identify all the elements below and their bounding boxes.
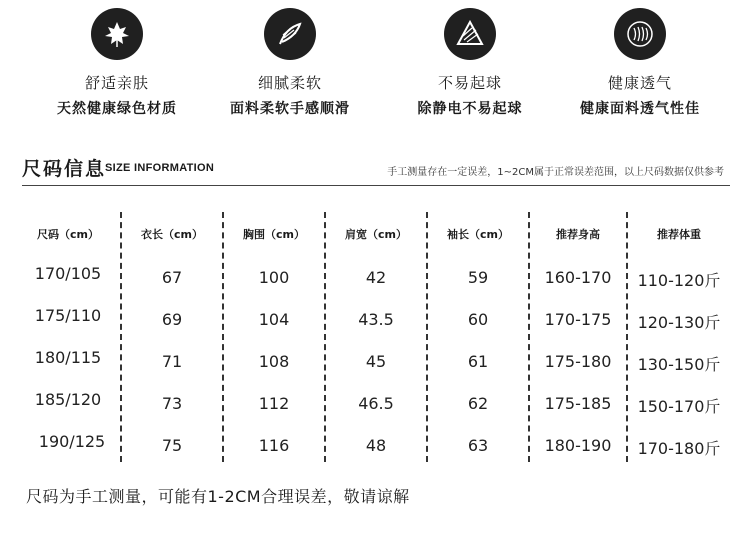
leaf-icon xyxy=(91,8,143,60)
cell-sleeve: 63 xyxy=(467,436,489,455)
feature-comfort xyxy=(27,8,207,118)
header-chest: 胸围（cm） xyxy=(243,228,305,241)
cell-weight: 150-170斤 xyxy=(637,397,721,416)
column-divider xyxy=(426,212,428,462)
cell-length: 73 xyxy=(161,394,183,413)
header-size: 尺码（cm） xyxy=(37,228,99,241)
size-table xyxy=(18,212,730,462)
column-divider xyxy=(222,212,224,462)
feather-icon xyxy=(264,8,316,60)
feature-anti-pilling xyxy=(380,8,560,118)
feature-title: 舒适亲肤 xyxy=(84,74,149,92)
cell-shoulder: 46.5 xyxy=(358,394,394,413)
feature-subtitle: 除静电不易起球 xyxy=(417,101,523,117)
cell-sleeve: 62 xyxy=(467,394,489,413)
feature-breathable xyxy=(550,8,730,118)
section-note: 手工测量存在一定误差，1~2CM属于正常误差范围，以上尺码数据仅供参考 xyxy=(387,167,724,178)
feature-subtitle: 健康面料透气性佳 xyxy=(580,101,700,117)
anti-pilling-icon xyxy=(444,8,496,60)
column-divider xyxy=(626,212,628,462)
feature-title: 不易起球 xyxy=(437,74,502,92)
cell-height: 170-175 xyxy=(544,310,612,329)
cell-height: 175-180 xyxy=(544,352,612,371)
cell-length: 67 xyxy=(161,268,183,287)
cell-sleeve: 61 xyxy=(467,352,489,371)
cell-sleeve: 59 xyxy=(467,268,489,287)
cell-size: 180/115 xyxy=(34,348,102,367)
feature-title: 健康透气 xyxy=(607,74,672,92)
feature-subtitle: 面料柔软手感顺滑 xyxy=(230,101,350,117)
cell-size: 185/120 xyxy=(34,390,102,409)
column-divider xyxy=(324,212,326,462)
breathable-icon xyxy=(614,8,666,60)
cell-sleeve: 60 xyxy=(467,310,489,329)
feature-title: 细腻柔软 xyxy=(257,74,322,92)
section-title: 尺码信息 xyxy=(22,158,107,180)
cell-shoulder: 43.5 xyxy=(358,310,394,329)
cell-height: 180-190 xyxy=(544,436,612,455)
feature-softness xyxy=(200,8,380,118)
cell-size: 190/125 xyxy=(38,432,106,451)
header-length: 衣长（cm） xyxy=(141,228,203,241)
cell-chest: 104 xyxy=(258,310,290,329)
cell-chest: 116 xyxy=(258,436,290,455)
cell-length: 75 xyxy=(161,436,183,455)
measurement-footnote: 尺码为手工测量，可能有1-2CM合理误差，敬请谅解 xyxy=(26,487,410,506)
cell-chest: 100 xyxy=(258,268,290,287)
header-height: 推荐身高 xyxy=(556,228,600,241)
column-divider xyxy=(528,212,530,462)
cell-weight: 130-150斤 xyxy=(637,355,721,374)
cell-size: 170/105 xyxy=(34,264,102,283)
cell-height: 160-170 xyxy=(544,268,612,287)
cell-chest: 112 xyxy=(258,394,290,413)
header-weight: 推荐体重 xyxy=(657,228,701,241)
divider xyxy=(22,185,730,186)
feature-strip xyxy=(0,0,750,120)
cell-weight: 120-130斤 xyxy=(637,313,721,332)
cell-height: 175-185 xyxy=(544,394,612,413)
cell-shoulder: 48 xyxy=(365,436,387,455)
cell-weight: 170-180斤 xyxy=(637,439,721,458)
header-shoulder: 肩宽（cm） xyxy=(345,228,407,241)
section-subtitle: SIZE INFORMATION xyxy=(105,162,215,174)
cell-chest: 108 xyxy=(258,352,290,371)
column-divider xyxy=(120,212,122,462)
cell-length: 71 xyxy=(161,352,183,371)
cell-shoulder: 42 xyxy=(365,268,387,287)
feature-subtitle: 天然健康绿色材质 xyxy=(57,101,177,117)
size-info-header xyxy=(0,150,750,190)
cell-weight: 110-120斤 xyxy=(637,271,721,290)
header-sleeve: 袖长（cm） xyxy=(447,228,509,241)
cell-shoulder: 45 xyxy=(365,352,387,371)
cell-length: 69 xyxy=(161,310,183,329)
cell-size: 175/110 xyxy=(34,306,102,325)
